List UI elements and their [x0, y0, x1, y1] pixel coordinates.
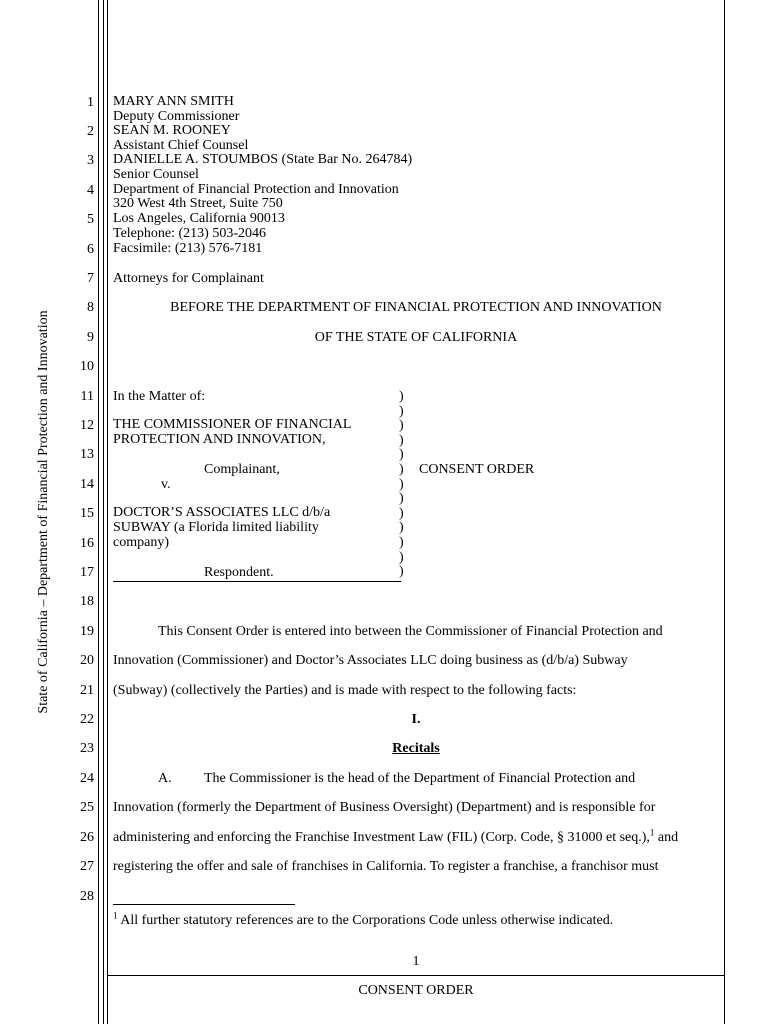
left-margin-rule-inner [103, 0, 104, 1024]
footnote-text: All further statutory references are to the Corporations Code unless otherwise indicated. [120, 913, 614, 928]
line-number: 26 [80, 830, 94, 845]
line-number: 28 [80, 889, 94, 904]
versus-label: v. [161, 477, 171, 492]
line-number: 14 [80, 477, 94, 492]
respondent-name: company) [113, 535, 169, 550]
footer-rule [107, 975, 725, 976]
paren: ) [399, 520, 404, 536]
line-number: 1 [87, 95, 94, 110]
counsel-line: 320 West 4th Street, Suite 750 [113, 196, 283, 211]
recital-line-with-footnote [113, 827, 679, 846]
paren: ) [399, 418, 404, 434]
footer-title: CONSENT ORDER [358, 983, 474, 998]
in-the-matter: In the Matter of: [113, 389, 206, 404]
recital-line-text: administering and enforcing the Franchise Investment Law (FIL) (Corp. Code, § 31000 et seq.), [113, 830, 650, 845]
counsel-line: Department of Financial Protection and Innovation [113, 182, 399, 197]
paren: ) [399, 461, 404, 477]
section-number: I. [411, 712, 421, 727]
body-line: This Consent Order is entered into between the Commissioner of Financial Protection and [158, 624, 663, 639]
recital-label: A. [158, 771, 172, 786]
line-number: 7 [87, 271, 94, 286]
paren: ) [399, 534, 404, 550]
complainant-name: THE COMMISSIONER OF FINANCIAL [113, 417, 352, 432]
footnote-reference: 1 [649, 827, 655, 838]
complainant-name: PROTECTION AND INNOVATION, [113, 432, 326, 447]
body-line: (Subway) (collectively the Parties) and is made with respect to the following facts: [113, 683, 577, 698]
paren: ) [399, 389, 404, 404]
counsel-line: Senior Counsel [113, 167, 199, 182]
line-number: 3 [87, 153, 94, 168]
line-number: 15 [80, 506, 94, 521]
line-number: 8 [87, 300, 94, 315]
line-number: 17 [80, 565, 94, 580]
counsel-line: Deputy Commissioner [113, 109, 240, 124]
line-number: 27 [80, 859, 94, 874]
respondent-name: SUBWAY (a Florida limited liability [113, 520, 319, 535]
recital-line: Innovation (formerly the Department of Business Oversight) (Department) and is responsible for [113, 800, 656, 815]
counsel-line: Assistant Chief Counsel [113, 138, 249, 153]
document-title: CONSENT ORDER [419, 462, 535, 477]
line-number: 22 [80, 712, 94, 727]
caption-underline [113, 581, 401, 582]
line-number: 11 [80, 389, 94, 404]
caption-parentheses [399, 390, 409, 580]
counsel-line: Los Angeles, California 90013 [113, 211, 285, 226]
line-number: 13 [80, 447, 94, 462]
recital-line: registering the offer and sale of franchises in California. To register a franchise, a franchisor must [113, 859, 659, 874]
paren: ) [399, 491, 404, 507]
counsel-line: SEAN M. ROONEY [113, 123, 231, 138]
line-number: 12 [80, 418, 94, 433]
paren: ) [399, 432, 404, 448]
paren: ) [399, 447, 404, 463]
right-margin-rule [724, 0, 725, 1024]
agency-heading-line1: BEFORE THE DEPARTMENT OF FINANCIAL PROTECTION AND INNOVATION [170, 300, 662, 315]
counsel-line: DANIELLE A. STOUMBOS (State Bar No. 264784) [113, 152, 413, 167]
complainant-label: Complainant, [204, 462, 280, 477]
recital-line: The Commissioner is the head of the Department of Financial Protection and [204, 771, 636, 786]
paren: ) [399, 549, 404, 565]
footnote-number: 1 [113, 910, 118, 921]
footnote-separator [113, 904, 295, 905]
line-number: 24 [80, 771, 94, 786]
line-number: 19 [80, 624, 94, 639]
respondent-name: DOCTOR’S ASSOCIATES LLC d/b/a [113, 505, 331, 520]
paren: ) [399, 403, 404, 419]
line-number: 23 [80, 741, 94, 756]
line-number: 9 [87, 330, 94, 345]
body-line: Innovation (Commissioner) and Doctor’s Associates LLC doing business as (d/b/a) Subway [113, 653, 628, 668]
counsel-line: Telephone: (213) 503-2046 [113, 226, 266, 241]
line-number: 2 [87, 124, 94, 139]
side-label: State of California – Department of Financial Protection and Innovation [36, 310, 51, 714]
line-number: 21 [80, 683, 94, 698]
respondent-label: Respondent. [204, 565, 274, 580]
footnote [113, 910, 614, 929]
page-number: 1 [412, 954, 420, 969]
line-number: 18 [80, 594, 94, 609]
paren: ) [399, 564, 404, 580]
line-number: 16 [80, 536, 94, 551]
attorneys-for: Attorneys for Complainant [113, 271, 264, 286]
left-margin-rule-third [107, 0, 108, 1024]
recital-line-tail: and [657, 830, 679, 845]
section-title: Recitals [392, 741, 440, 756]
line-number: 10 [80, 359, 94, 374]
agency-heading-line2: OF THE STATE OF CALIFORNIA [314, 330, 518, 345]
counsel-line: MARY ANN SMITH [113, 94, 234, 109]
left-margin-rule-outer [98, 0, 99, 1024]
paren: ) [399, 476, 404, 492]
line-number: 25 [80, 800, 94, 815]
line-number: 4 [87, 183, 94, 198]
line-number: 5 [87, 212, 94, 227]
line-number: 20 [80, 653, 94, 668]
counsel-line: Facsimile: (213) 576-7181 [113, 241, 263, 256]
line-number: 6 [87, 242, 94, 257]
paren: ) [399, 505, 404, 521]
